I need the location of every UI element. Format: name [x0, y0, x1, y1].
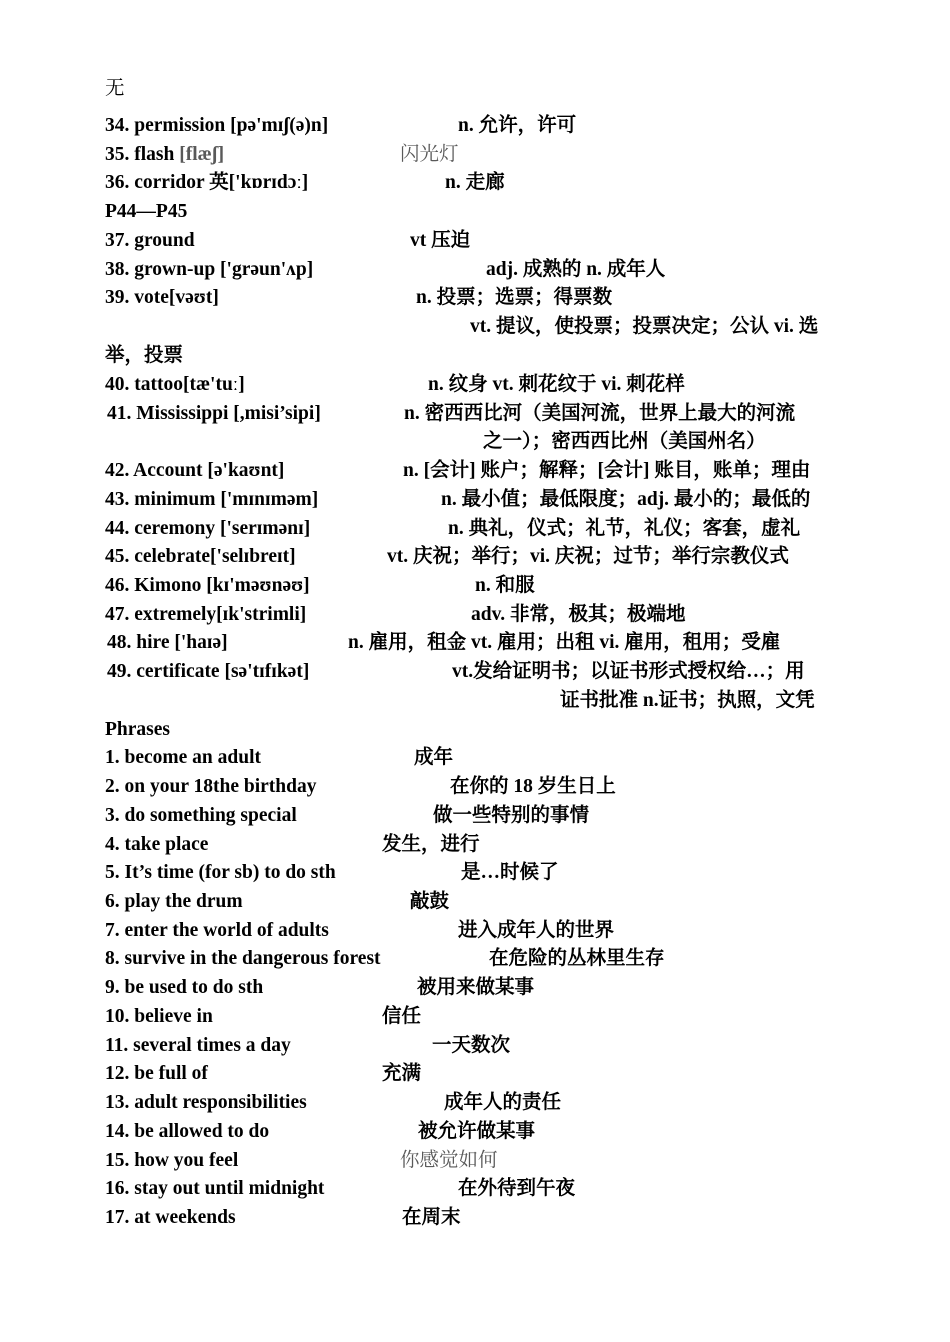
- vocab-34-meaning: n. 允许，许可: [458, 115, 577, 136]
- phrase-10-zh: 信任: [382, 1006, 422, 1027]
- vocab-49-meaning: vt.发给证明书；以证书形式授权给…；用: [452, 661, 805, 682]
- phrase-16-zh: 在外待到午夜: [458, 1178, 576, 1199]
- vocab-46-meaning: n. 和服: [475, 575, 535, 596]
- phrase-3-zh: 做一些特别的事情: [433, 805, 590, 826]
- vocab-47-meaning: adv. 非常，极其；极端地: [471, 604, 686, 625]
- vocab-40-word: 40. tattoo[tæ'tuː]: [105, 374, 245, 395]
- vocab-38-meaning: adj. 成熟的 n. 成年人: [486, 259, 666, 280]
- phrase-12-en: 12. be full of: [105, 1063, 208, 1084]
- phrase-13-zh: 成年人的责任: [444, 1092, 562, 1113]
- vocab-43-meaning: n. 最小值；最低限度；adj. 最小的；最低的: [441, 489, 811, 510]
- vocab-37-word: 37. ground: [105, 230, 195, 251]
- phrase-5-en: 5. It’s time (for sb) to do sth: [105, 862, 336, 883]
- vocab-41-meaning-2: 之一）；密西西比州（美国州名）: [483, 431, 766, 452]
- phrase-9-zh: 被用来做某事: [417, 977, 535, 998]
- phrase-14-en: 14. be allowed to do: [105, 1121, 270, 1142]
- phrase-17-en: 17. at weekends: [105, 1207, 236, 1228]
- vocab-49-meaning-2: 证书批准 n.证书；执照，文凭: [560, 690, 815, 711]
- phrase-7-en: 7. enter the world of adults: [105, 920, 329, 941]
- vocab-44-meaning: n. 典礼，仪式；礼节，礼仪；客套，虚礼: [448, 518, 801, 539]
- phrase-11-zh: 一天数次: [432, 1035, 511, 1056]
- vocab-38-word: 38. grown-up ['grəun'ʌp]: [105, 259, 314, 280]
- phrase-1-zh: 成年: [414, 747, 454, 768]
- vocab-48-word: 48. hire ['haɪə]: [107, 632, 228, 653]
- vocab-37-meaning: vt 压迫: [410, 230, 471, 251]
- phrase-14-zh: 被允许做某事: [418, 1121, 536, 1142]
- vocab-41-meaning: n. 密西西比河（美国河流，世界上最大的河流: [404, 403, 796, 424]
- phrase-3-en: 3. do something special: [105, 805, 297, 826]
- vocab-35-pron: [flæʃ]: [179, 144, 225, 165]
- phrase-5-zh: 是…时候了: [461, 862, 559, 883]
- phrase-9-en: 9. be used to do sth: [105, 977, 264, 998]
- phrase-12-zh: 充满: [382, 1063, 422, 1084]
- vocab-36-meaning: n. 走廊: [445, 172, 505, 193]
- phrase-17-zh: 在周末: [402, 1207, 461, 1228]
- phrase-10-en: 10. believe in: [105, 1006, 213, 1027]
- phrase-7-zh: 进入成年人的世界: [458, 920, 615, 941]
- phrase-4-en: 4. take place: [105, 834, 209, 855]
- vocab-42-meaning: n. [会计] 账户；解释；[会计] 账目，账单；理由: [403, 460, 811, 481]
- vocab-39-word: 39. vote[vəʊt]: [105, 287, 219, 308]
- vocab-41-word: 41. Mississippi [,misi’sipi]: [107, 403, 321, 424]
- vocab-36-word: 36. corridor 英['kɒrɪdɔː]: [105, 172, 309, 193]
- vocab-46-word: 46. Kimono [kɪ'məʊnəʊ]: [105, 575, 310, 596]
- vocab-49-word: 49. certificate [sə'tɪfɪkət]: [107, 661, 310, 682]
- vocab-39-meaning-3: 举，投票: [105, 345, 184, 366]
- vocab-35-word: 35. flash: [105, 144, 175, 165]
- vocab-34-word: 34. permission [pə'mɪʃ(ə)n]: [105, 115, 329, 136]
- phrase-15-zh: 你感觉如何: [400, 1150, 498, 1171]
- phrase-1-en: 1. become an adult: [105, 747, 261, 768]
- header-note: 无: [105, 78, 125, 99]
- vocab-43-word: 43. minimum ['mɪnɪməm]: [105, 489, 319, 510]
- vocab-47-word: 47. extremely[ɪk'strimli]: [105, 604, 307, 625]
- phrase-16-en: 16. stay out until midnight: [105, 1178, 325, 1199]
- phrase-2-en: 2. on your 18the birthday: [105, 776, 317, 797]
- vocab-42-word: 42. Account [ə'kaʊnt]: [105, 460, 285, 481]
- vocab-35-meaning: 闪光灯: [400, 144, 459, 165]
- vocab-40-meaning: n. 纹身 vt. 刺花纹于 vi. 刺花样: [428, 374, 685, 395]
- vocab-39-meaning: n. 投票；选票；得票数: [416, 287, 613, 308]
- vocab-44-word: 44. ceremony ['serɪmənɪ]: [105, 518, 311, 539]
- phrase-8-zh: 在危险的丛林里生存: [489, 948, 665, 969]
- phrases-heading: Phrases: [105, 719, 170, 740]
- phrase-13-en: 13. adult responsibilities: [105, 1092, 307, 1113]
- phrase-6-zh: 敲鼓: [410, 891, 450, 912]
- vocab-45-word: 45. celebrate['selɪbreɪt]: [105, 546, 296, 567]
- section-heading: P44—P45: [105, 201, 188, 222]
- phrase-6-en: 6. play the drum: [105, 891, 243, 912]
- phrase-8-en: 8. survive in the dangerous forest: [105, 948, 381, 969]
- phrase-11-en: 11. several times a day: [105, 1035, 291, 1056]
- vocab-39-meaning-2: vt. 提议，使投票；投票决定；公认 vi. 选: [470, 316, 819, 337]
- vocab-45-meaning: vt. 庆祝；举行；vi. 庆祝；过节；举行宗教仪式: [387, 546, 789, 567]
- phrase-15-en: 15. how you feel: [105, 1150, 239, 1171]
- vocab-48-meaning: n. 雇用，租金 vt. 雇用；出租 vi. 雇用，租用；受雇: [348, 632, 781, 653]
- phrase-4-zh: 发生，进行: [382, 834, 480, 855]
- phrase-2-zh: 在你的 18 岁生日上: [450, 776, 616, 797]
